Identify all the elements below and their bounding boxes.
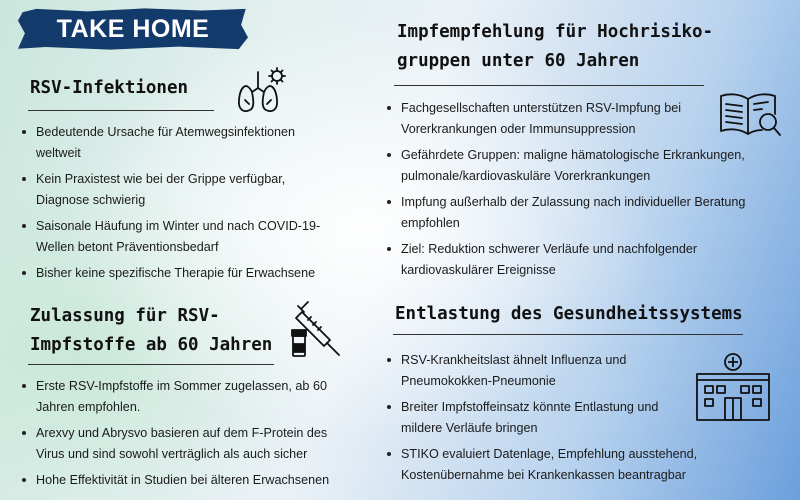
syringe-vial-icon	[284, 300, 344, 360]
banner-title: TAKE HOME	[56, 15, 210, 43]
section-title-empfehlung-2: gruppen unter 60 Jahren	[397, 51, 640, 71]
hospital-icon	[693, 352, 773, 422]
entlastung-list	[385, 350, 698, 491]
section-divider	[393, 334, 743, 335]
list-item: Saisonale Häufung im Winter und nach COVID-19-Wellen betont Präventionsbedarf	[20, 216, 340, 257]
list-item: Fachgesellschaften unterstützen RSV-Impfung bei Vorerkrankungen oder Immunsuppression	[385, 98, 775, 139]
zulassung-list	[20, 376, 340, 497]
list-item: Arexvy und Abrysvo basieren auf dem F-Protein des Virus und sind sowohl verträglich als auch sicher	[20, 423, 340, 464]
list-item: Bisher keine spezifische Therapie für Erwachsene	[20, 263, 340, 284]
list-item: Kein Praxistest wie bei der Grippe verfügbar, Diagnose schwierig	[20, 169, 340, 210]
lungs-virus-icon	[236, 66, 290, 118]
list-item: RSV-Krankheitslast ähnelt Influenza und Pneumokokken-Pneumonie	[385, 350, 695, 391]
empfehlung-list	[385, 98, 775, 286]
section-divider	[28, 110, 214, 111]
list-item: Hohe Effektivität in Studien bei älteren Erwachsenen	[20, 470, 340, 491]
section-title-zulassung-2: Impfstoffe ab 60 Jahren	[30, 335, 273, 355]
list-item: Gefährdete Gruppen: maligne hämatologische Erkrankungen, pulmonale/kardiovaskuläre Vorerkrankungen	[385, 145, 775, 186]
list-item: Bedeutende Ursache für Atemwegsinfektionen weltweit	[20, 122, 340, 163]
list-item: Erste RSV-Impfstoffe im Sommer zugelassen, ab 60 Jahren empfohlen.	[20, 376, 340, 417]
section-title-entlastung: Entlastung des Gesundheitssystems	[395, 304, 743, 324]
section-divider	[394, 85, 704, 86]
list-item: Impfung außerhalb der Zulassung nach individueller Beratung empfohlen	[385, 192, 775, 233]
list-item: STIKO evaluiert Datenlage, Empfehlung ausstehend, Kostenübernahme bei Krankenkassen beantragbar	[385, 444, 715, 485]
section-title-empfehlung-1: Impfempfehlung für Hochrisiko-	[397, 22, 714, 42]
section-title-rsv: RSV-Infektionen	[30, 78, 189, 98]
list-item: Breiter Impfstoffeinsatz könnte Entlastung und mildere Verläufe bringen	[385, 397, 695, 438]
section-title-zulassung-1: Zulassung für RSV-	[30, 306, 220, 326]
list-item: Ziel: Reduktion schwerer Verläufe und nachfolgender kardiovaskulärer Ereignisse	[385, 239, 775, 280]
section-divider	[28, 364, 274, 365]
rsv-list	[20, 122, 340, 290]
